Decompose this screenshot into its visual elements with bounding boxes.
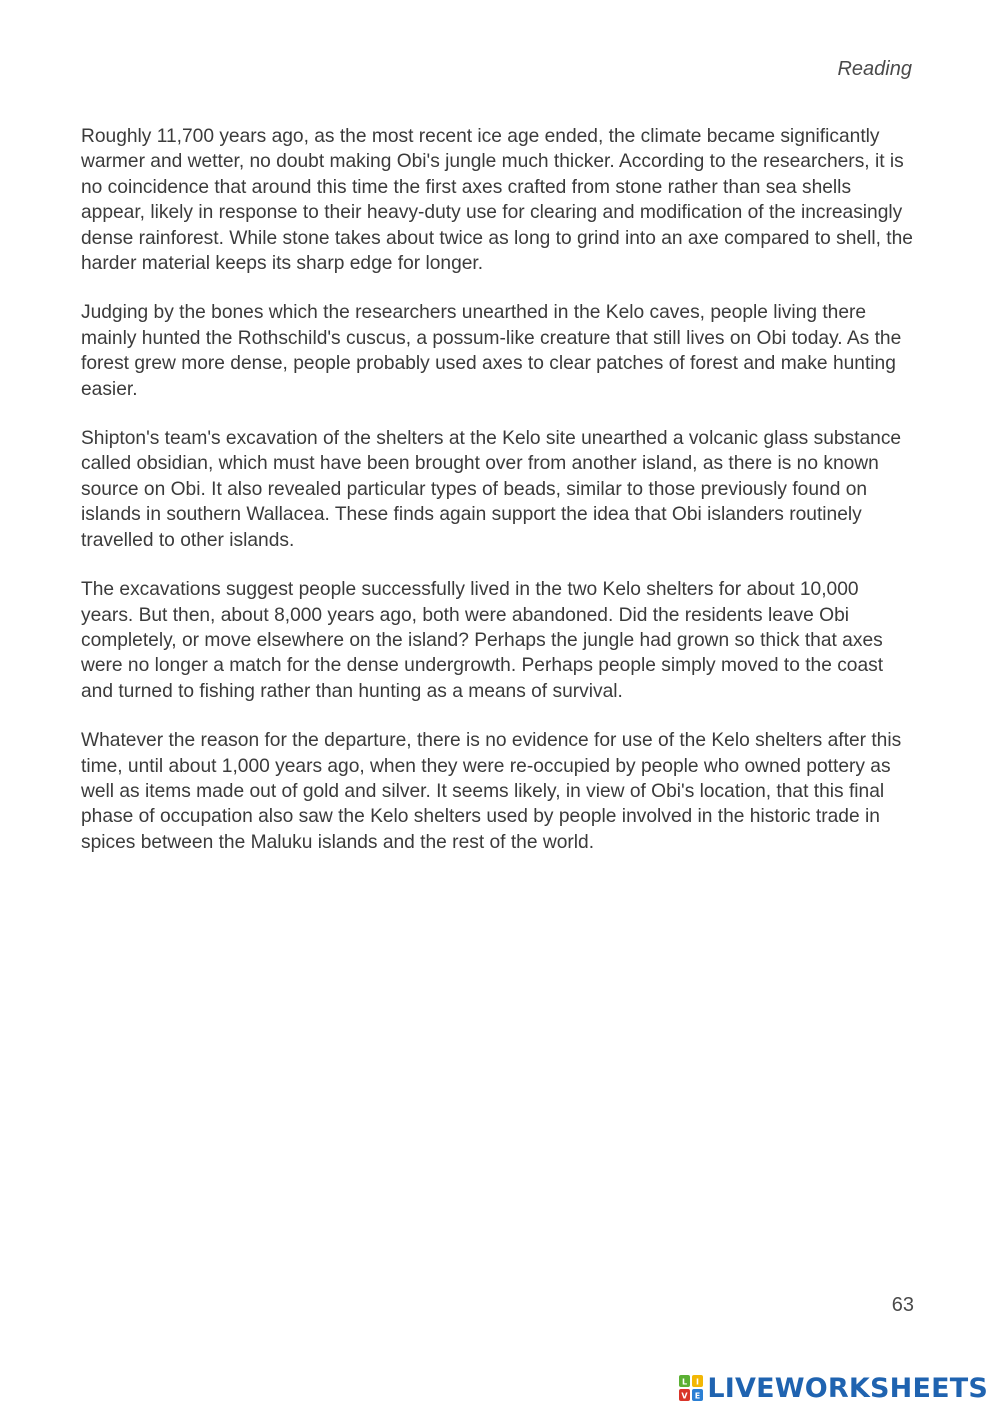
paragraph: Roughly 11,700 years ago, as the most recent ice age ended, the climate became significantly warmer and wetter, no doubt making Obi's jungle much thicker. According to the researchers, it is no coincidence that around this time the first axes crafted from stone rather than sea shells appear, likely in response to their heavy-duty use for clearing and modification of the increasingly dense rainforest. While stone takes about twice as long to grind into an axe compared to shell, the harder material keeps its sharp edge for longer. (81, 126, 913, 275)
liveworksheets-logo-icon (679, 1375, 703, 1401)
svg-text:V: V (681, 1391, 688, 1401)
section-label: Reading (837, 58, 912, 80)
page-number: 63 (891, 1294, 914, 1316)
svg-text:E: E (695, 1391, 701, 1401)
svg-text:L: L (682, 1377, 688, 1387)
liveworksheets-brand[interactable] (679, 1370, 988, 1406)
paragraph: Whatever the reason for the departure, there is no evidence for use of the Kelo shelters after this time, until about 1,000 years ago, when they were re-occupied by people who owned pottery as well as items made out of gold and silver. It seems likely, in view of Obi's location, that this final phase of occupation also saw the Kelo shelters used by people involved in the historic trade in spices between the Maluku islands and the rest of the world. (81, 730, 902, 853)
brand-name: LIVEWORKSHEETS (707, 1372, 988, 1404)
svg-text:I: I (696, 1377, 700, 1387)
paragraph: The excavations suggest people successfully lived in the two Kelo shelters for about 10,000 years. But then, about 8,000 years ago, both were abandoned. Did the residents leave Obi completely, or move elsewhere on the island? Perhaps the jungle had grown so thick that axes were no longer a match for the dense undergrowth. Perhaps people simply moved to the coast and turned to fishing rather than hunting as a means of survival. (81, 579, 884, 702)
reading-passage (81, 124, 916, 879)
paragraph: Shipton's team's excavation of the shelters at the Kelo site unearthed a volcanic glass substance called obsidian, which must have been brought over from another island, as there is no known source on Obi. It also revealed particular types of beads, similar to those previously found on islands in southern Wallacea. These finds again support the idea that Obi islanders routinely travelled to other islands. (81, 428, 902, 551)
paragraph: Judging by the bones which the researchers unearthed in the Kelo caves, people living there mainly hunted the Rothschild's cuscus, a possum-like creature that still lives on Obi today. As the forest grew more dense, people probably used axes to clear patches of forest and make hunting easier. (81, 302, 902, 400)
